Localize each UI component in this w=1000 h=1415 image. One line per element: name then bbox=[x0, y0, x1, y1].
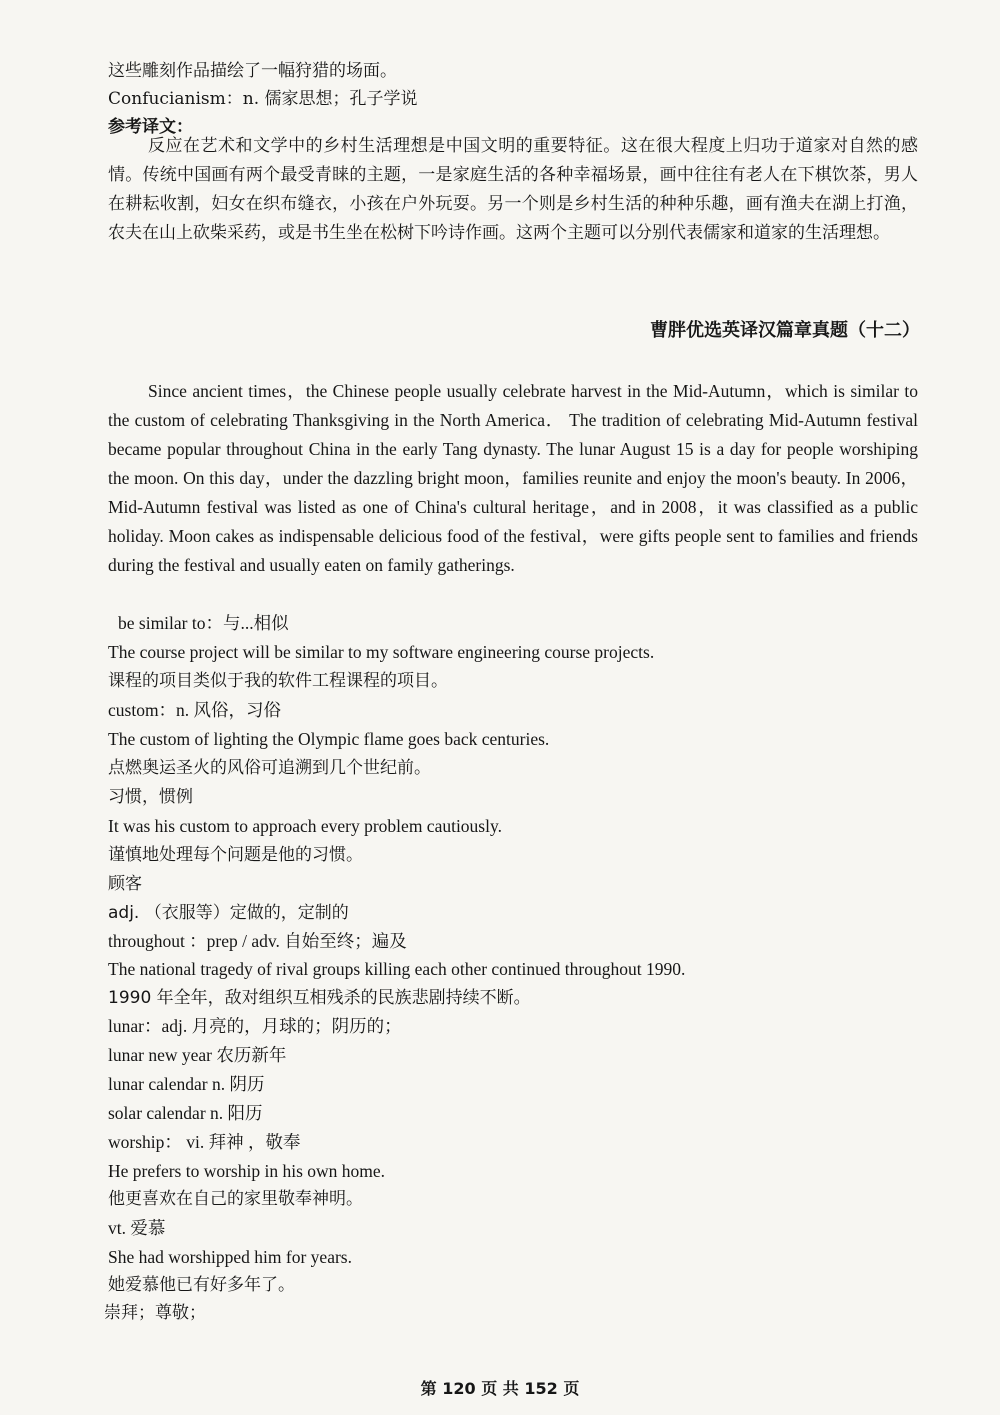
section-title: 曹胖优选英译汉篇章真题（十二） bbox=[650, 320, 920, 341]
carving-sentence: 这些雕刻作品描绘了一幅狩猎的场面。 bbox=[108, 61, 397, 81]
vocab-line: lunar calendar n. 阴历 bbox=[108, 1074, 265, 1094]
vocab-line: 习惯，惯例 bbox=[108, 787, 193, 807]
vocab-line: be similar to：与...相似 bbox=[118, 613, 289, 633]
vocab-line: She had worshipped him for years. bbox=[108, 1247, 352, 1267]
page-number-footer: 第 120 页 共 152 页 bbox=[420, 1379, 580, 1398]
vocab-line: 崇拜；尊敬； bbox=[104, 1303, 206, 1323]
vocab-line: solar calendar n. 阳历 bbox=[108, 1103, 263, 1123]
vocab-line: 他更喜欢在自己的家里敬奉神明。 bbox=[108, 1189, 363, 1209]
vocab-line: 谨慎地处理每个问题是他的习惯。 bbox=[108, 845, 363, 865]
vocab-line: He prefers to worship in his own home. bbox=[108, 1161, 386, 1181]
vocab-line: lunar：adj. 月亮的，月球的；阴历的； bbox=[108, 1016, 402, 1036]
vocab-line: adj. （衣服等）定做的，定制的 bbox=[108, 903, 349, 923]
vocab-line: It was his custom to approach every problem cautiously. bbox=[108, 816, 502, 836]
english-passage: Since ancient times，the Chinese people usually celebrate harvest in the Mid-Autumn，which is similar to the custom of celebrating Thanksgiving in the North America． The tradition of celebrating Mid-Autumn festival became popular throughout China in the early Tang dynasty. The lunar August 15 is a day for people worshiping the moon. On this day，under the dazzling bright moon，families reunite and enjoy the moon's beauty. In 2006，Mid-Autumn festival was listed as one of China's cultural heritage，and in 2008，it was classified as a public holiday. Moon cakes as indispensable delicious food of the festival，were gifts people sent to families and friends during the festival and usually eaten on family gatherings. bbox=[108, 381, 918, 575]
vocab-line: worship： vi. 拜神 ，敬奉 bbox=[108, 1132, 301, 1152]
vocab-line: 课程的项目类似于我的软件工程课程的项目。 bbox=[108, 671, 448, 691]
vocab-line: lunar new year 农历新年 bbox=[108, 1045, 287, 1065]
vocab-line: 1990 年全年，敌对组织互相残杀的民族悲剧持续不断。 bbox=[108, 988, 531, 1008]
reference-translation-paragraph: 反应在艺术和文学中的乡村生活理想是中国文明的重要特征。这在很大程度上归功于道家对自然的感情。传统中国画有两个最受青睐的主题，一是家庭生活的各种幸福场景，画中往往有老人在下棋饮茶，男人在耕耘收割，妇女在织布缝衣，小孩在户外玩耍。另一个则是乡村生活的种种乐趣，画有渔夫在湖上打渔，农夫在山上砍柴采药，或是书生坐在松树下吟诗作画。这两个主题可以分别代表儒家和道家的生活理想。 bbox=[108, 136, 918, 243]
vocab-line: The national tragedy of rival groups killing each other continued throughout 1990. bbox=[108, 959, 686, 979]
vocab-line: 她爱慕他已有好多年了。 bbox=[108, 1275, 295, 1295]
vocab-line: The course project will be similar to my software engineering course projects. bbox=[108, 642, 655, 662]
vocab-line: throughout ：prep / adv. 自始至终；遍及 bbox=[108, 931, 407, 951]
vocab-line: 顾客 bbox=[108, 874, 142, 894]
vocab-line: vt. 爱慕 bbox=[108, 1218, 166, 1238]
vocab-confucianism: Confucianism：n. 儒家思想；孔子学说 bbox=[108, 89, 418, 109]
vocab-line: 点燃奥运圣火的风俗可追溯到几个世纪前。 bbox=[108, 758, 431, 778]
vocab-line: custom：n. 风俗，习俗 bbox=[108, 700, 282, 720]
reference-translation-heading: 参考译文： bbox=[108, 117, 193, 137]
vocab-line: The custom of lighting the Olympic flame goes back centuries. bbox=[108, 729, 550, 749]
